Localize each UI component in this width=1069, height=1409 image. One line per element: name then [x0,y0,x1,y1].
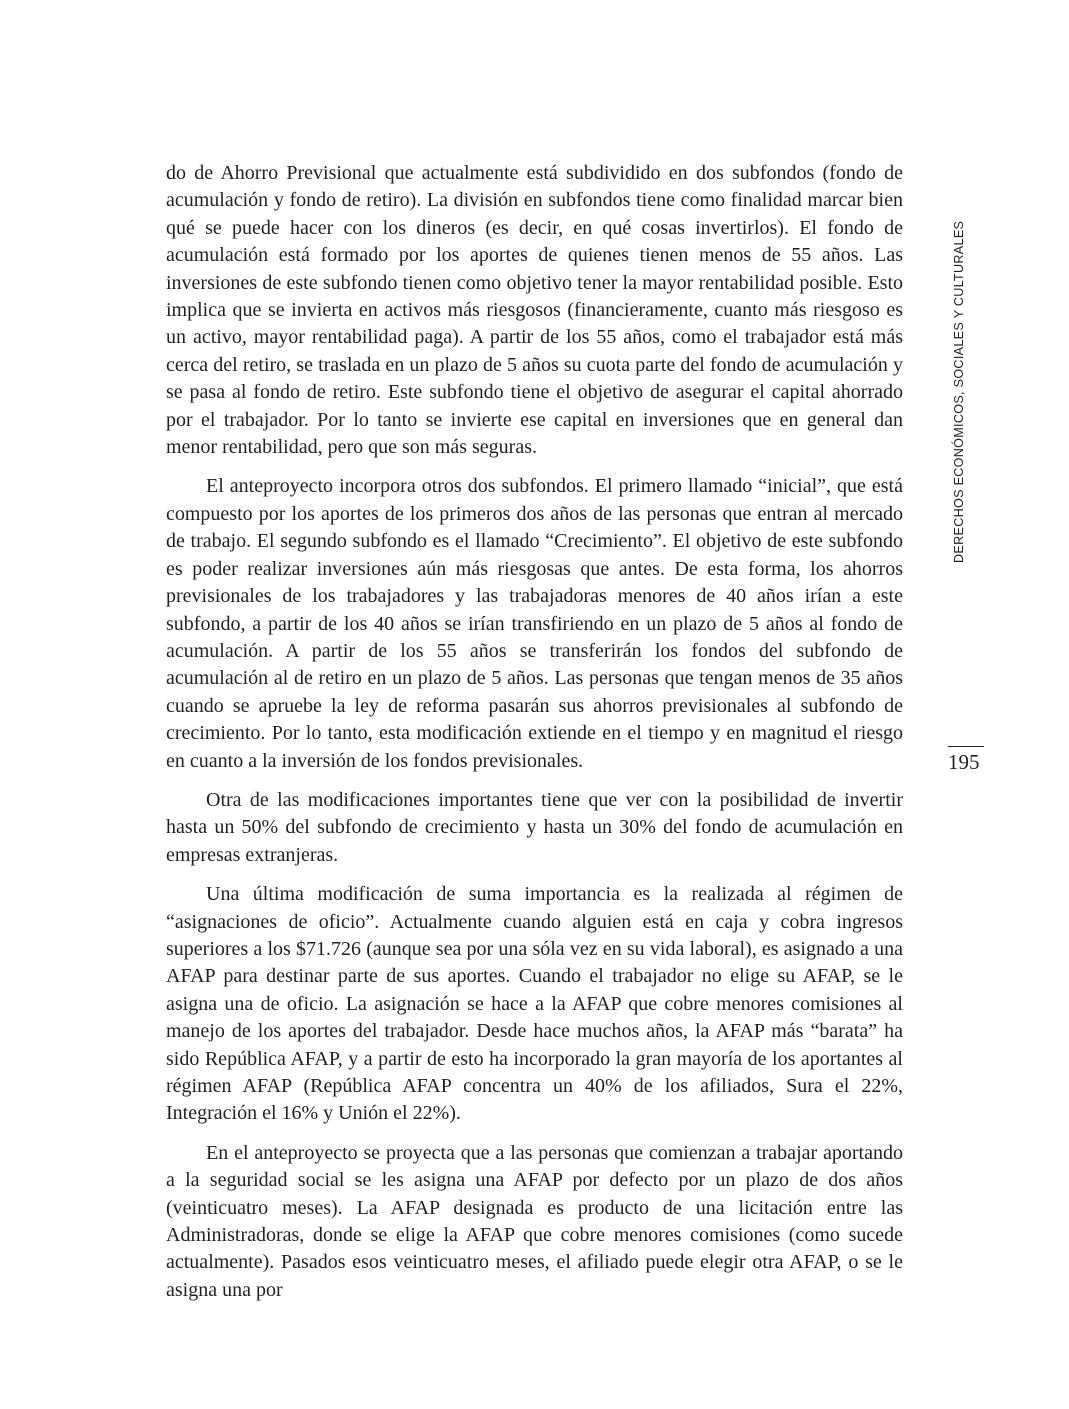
page-number-rule [948,746,984,747]
paragraph-5: En el anteproyecto se proyecta que a las personas que comienzan a trabajar aportando a la seguridad social se les asigna una AFAP por defecto por un plazo de dos años (veinticuatro meses). La AFAP designada es producto de una licitación entre las Administradoras, donde se elige la AFAP que cobre menores comisiones (como sucede actualmente). Pasados esos veinticuatro meses, el afiliado puede elegir otra AFAP, o se le asigna una por [166,1141,903,1301]
paragraph-1: do de Ahorro Previsional que actualmente está subdividido en dos subfondos (fondo de acumulación y fondo de retiro). La división en subfondos tiene como finalidad marcar bien qué se puede hacer con los dineros (es decir, en qué cosas invertirlos). El fondo de acumulación está formado por los aportes de quienes tienen menos de 55 años. Las inversiones de este subfondo tienen como objetivo tener la mayor rentabilidad posible. Esto implica que se invierta en activos más riesgosos (financieramente, cuanto más riesgoso es un activo, mayor rentabilidad paga). A partir de los 55 años, como el trabajador está más cerca del retiro, se traslada en un plazo de 5 años su cuota parte del fondo de acumulación y se pasa al fondo de retiro. Este subfondo tiene el objetivo de asegurar el capital ahorrado por el trabajador. Por lo tanto se invierte ese capital en inversiones que en general dan menor rentabilidad, pero que son más seguras. [166,162,903,459]
paragraph-3: Otra de las modificaciones importantes tiene que ver con la posibilidad de invertir hasta un 50% del subfondo de crecimiento y hasta un 30% del fondo de acumulación en empresas extranjeras. [166,788,903,866]
body-text [166,160,903,1316]
paragraph-4: Una última modificación de suma importancia es la realizada al régimen de “asignaciones de oficio”. Actualmente cuando alguien está en caja y cobra ingresos superiores a los $71.726 (aunque sea por una sóla vez en su vida laboral), es asignado a una AFAP para destinar parte de sus aportes. Cuando el trabajador no elige su AFAP, se le asigna una de oficio. La asignación se hace a la AFAP que cobre menores comisiones al manejo de los aportes del trabajador. Desde hace muchos años, la AFAP más “barata” ha sido República AFAP, y a partir de esto ha incorporado la gran mayoría de los aportantes al régimen AFAP (República AFAP concentra un 40% de los afiliados, Sura el 22%, Integración el 16% y Unión el 22%). [166,883,903,1125]
running-section-title: DERECHOS ECONÓMICOS, SOCIALES Y CULTURALES [952,220,966,563]
page-number: 195 [948,750,980,774]
paragraph-2: El anteproyecto incorpora otros dos subfondos. El primero llamado “inicial”, que está compuesto por los aportes de los primeros dos años de las personas que entran al mercado de trabajo. El segundo subfondo es el llamado “Crecimiento”. El objetivo de este subfondo es poder realizar inversiones aún más riesgosas que antes. De esta forma, los ahorros previsionales de los trabajadores y las trabajadoras menores de 40 años irían a este subfondo, a partir de los 40 años se irían transfiriendo en un plazo de 5 años al fondo de acumulación. A partir de los 55 años se transferirán los fondos del subfondo de acumulación al de retiro en un plazo de 5 años. Las personas que tengan menos de 35 años cuando se apruebe la ley de reforma pasarán sus ahorros previsionales al subfondo de crecimiento. Por lo tanto, esta modificación extiende en el tiempo y en magnitud el riesgo en cuanto a la inversión de los fondos previsionales. [166,475,903,772]
